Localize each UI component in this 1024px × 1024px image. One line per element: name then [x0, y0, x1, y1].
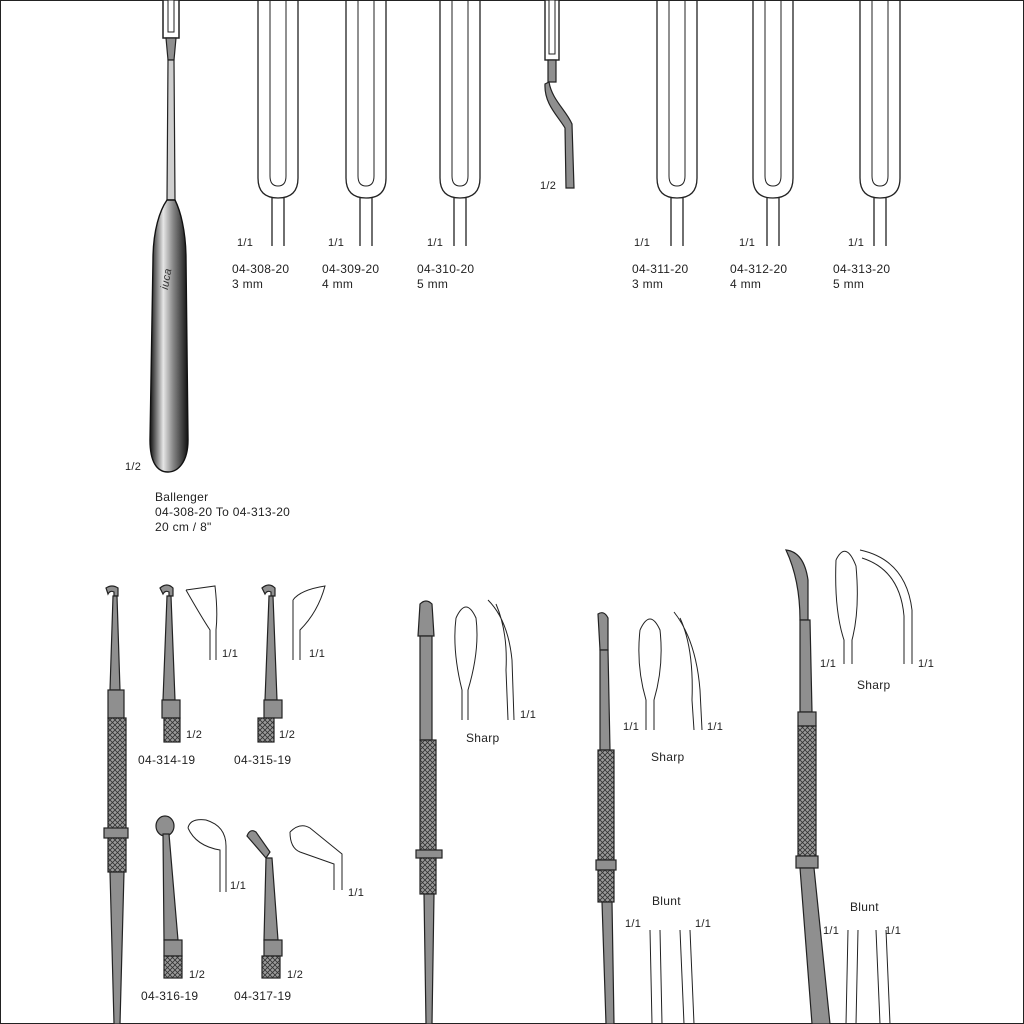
product-code-311: 04-311-20 [632, 262, 689, 276]
product-size-309: 4 mm [322, 277, 354, 291]
scale-label-316: 1/2 [189, 969, 206, 981]
scale-label-curette3-left: 1/1 [820, 658, 837, 670]
hook-tip-317 [247, 826, 342, 978]
scale-label-curette2-left: 1/1 [623, 721, 640, 733]
ballenger-range: 04-308-20 To 04-313-20 [155, 505, 291, 519]
product-code-310: 04-310-20 [417, 262, 475, 276]
scale-label-316-tip: 1/1 [230, 880, 247, 892]
scale-label-blunt2-left: 1/1 [625, 918, 642, 930]
scale-label-ballenger: 1/2 [125, 461, 142, 473]
scale-label-308: 1/1 [237, 237, 254, 249]
blunt-label-2: Blunt [652, 894, 681, 908]
scale-label-313: 1/1 [848, 237, 865, 249]
spoon-curette-instrument-2 [596, 612, 702, 1024]
ballenger-name: Ballenger [155, 490, 209, 504]
spoon-curette-instrument-1 [416, 600, 514, 1024]
hook-tip-314 [160, 585, 217, 742]
product-size-311: 3 mm [632, 277, 664, 291]
product-code-316: 04-316-19 [141, 989, 199, 1003]
scale-label-curette2-right: 1/1 [707, 721, 724, 733]
product-code-314: 04-314-19 [138, 753, 196, 767]
product-size-308: 3 mm [232, 277, 264, 291]
product-size-312: 4 mm [730, 277, 762, 291]
double-ended-hook-instrument [104, 586, 128, 1024]
product-code-312: 04-312-20 [730, 262, 788, 276]
scale-label-311: 1/1 [634, 237, 651, 249]
scale-label-blunt3-right: 1/1 [885, 925, 902, 937]
scale-label-blunt2-right: 1/1 [695, 918, 712, 930]
product-code-317: 04-317-19 [234, 989, 292, 1003]
scale-label-312: 1/1 [739, 237, 756, 249]
product-code-308: 04-308-20 [232, 262, 290, 276]
scale-label-309: 1/1 [328, 237, 345, 249]
scale-label-315: 1/2 [279, 729, 296, 741]
hook-tip-316 [156, 816, 226, 978]
scale-label-314: 1/2 [186, 729, 203, 741]
ballenger-instrument [150, 0, 188, 472]
ballenger-length: 20 cm / 8" [155, 520, 212, 534]
scale-label-bent: 1/2 [540, 180, 557, 192]
scale-label-curette1: 1/1 [520, 709, 537, 721]
ballenger-handle-logo: iuca [158, 267, 175, 291]
product-code-309: 04-309-20 [322, 262, 380, 276]
scale-label-curette3-right: 1/1 [918, 658, 935, 670]
product-code-313: 04-313-20 [833, 262, 891, 276]
scale-label-315-tip: 1/1 [309, 648, 326, 660]
curette-bent-side-view [545, 0, 574, 188]
sickle-curette-instrument [786, 550, 912, 1024]
hook-tip-315 [258, 585, 325, 742]
curette-heads-right [657, 0, 900, 246]
scale-label-314-tip: 1/1 [222, 648, 239, 660]
sharp-label-3: Sharp [857, 678, 891, 692]
blunt-label-3: Blunt [850, 900, 879, 914]
product-code-315: 04-315-19 [234, 753, 292, 767]
scale-label-317: 1/2 [287, 969, 304, 981]
sharp-label-2: Sharp [651, 750, 685, 764]
scale-label-317-tip: 1/1 [348, 887, 365, 899]
scale-label-blunt3-left: 1/1 [823, 925, 840, 937]
sharp-label-1: Sharp [466, 731, 500, 745]
product-size-313: 5 mm [833, 277, 865, 291]
curette-heads-straight [258, 0, 480, 246]
product-size-310: 5 mm [417, 277, 449, 291]
scale-label-310: 1/1 [427, 237, 444, 249]
